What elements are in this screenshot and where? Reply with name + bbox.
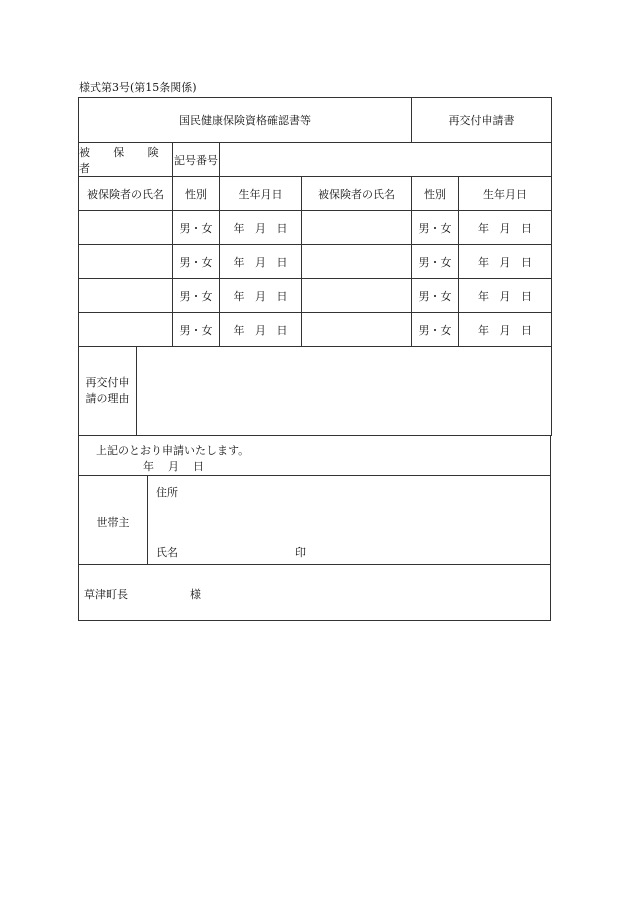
reason-table: [78, 347, 552, 436]
seal-mark: 印: [295, 546, 306, 559]
gender-field[interactable]: 男・女: [173, 211, 220, 245]
insured-label: 被 保 険 者: [79, 143, 173, 177]
table-row: [79, 211, 552, 245]
honorific: 様: [190, 588, 201, 601]
householder-label: 世帯主: [96, 516, 130, 529]
reason-field[interactable]: [137, 347, 552, 436]
gender-field-2[interactable]: 男・女: [412, 279, 459, 313]
gender-field[interactable]: 男・女: [173, 313, 220, 347]
reason-label-line2: 請の理由: [85, 392, 130, 405]
name-field-2[interactable]: [302, 279, 412, 313]
statement-text: 上記のとおり申請いたします。: [96, 444, 250, 457]
name-field[interactable]: [79, 245, 173, 279]
column-name-2: 被保険者の氏名: [302, 177, 412, 211]
name-field-2[interactable]: [302, 313, 412, 347]
name-field-2[interactable]: [302, 211, 412, 245]
form-table: [78, 97, 552, 347]
column-birthdate: 生年月日: [220, 177, 302, 211]
symbol-number-field[interactable]: [220, 143, 552, 177]
birthdate-field-2[interactable]: 年 月 日: [459, 245, 552, 279]
name-field[interactable]: [79, 211, 173, 245]
mayor-title: 草津町長: [84, 588, 128, 601]
form-number: 様式第3号(第15条関係): [79, 81, 197, 94]
name-field-2[interactable]: [302, 245, 412, 279]
birthdate-field[interactable]: 年 月 日: [220, 313, 302, 347]
column-birthdate-2: 生年月日: [459, 177, 552, 211]
birthdate-field-2[interactable]: 年 月 日: [459, 211, 552, 245]
gender-field-2[interactable]: 男・女: [412, 211, 459, 245]
householder-section: [78, 476, 551, 565]
application-form: [78, 97, 551, 621]
name-label: 氏名: [156, 546, 178, 559]
birthdate-field[interactable]: 年 月 日: [220, 245, 302, 279]
gender-field-2[interactable]: 男・女: [412, 245, 459, 279]
name-field[interactable]: [79, 279, 173, 313]
gender-field[interactable]: 男・女: [173, 279, 220, 313]
gender-field[interactable]: 男・女: [173, 245, 220, 279]
birthdate-field[interactable]: 年 月 日: [220, 279, 302, 313]
column-name: 被保険者の氏名: [79, 177, 173, 211]
householder-divider: [147, 476, 148, 564]
reason-label: [79, 347, 137, 436]
statement-section: [78, 436, 551, 476]
birthdate-field-2[interactable]: 年 月 日: [459, 313, 552, 347]
document-name: 国民健康保険資格確認書等: [79, 98, 412, 143]
request-type: 再交付申請書: [412, 98, 552, 143]
addressee-section: [78, 565, 551, 621]
address-label: 住所: [156, 486, 178, 499]
table-row: [79, 313, 552, 347]
gender-field-2[interactable]: 男・女: [412, 313, 459, 347]
table-row: [79, 279, 552, 313]
column-gender-2: 性別: [412, 177, 459, 211]
birthdate-field[interactable]: 年 月 日: [220, 211, 302, 245]
statement-date[interactable]: 年 月 日: [143, 460, 204, 473]
birthdate-field-2[interactable]: 年 月 日: [459, 279, 552, 313]
column-gender: 性別: [173, 177, 220, 211]
reason-label-line1: 再交付申: [85, 376, 130, 389]
table-row: [79, 245, 552, 279]
symbol-number-label: 記号番号: [173, 143, 220, 177]
name-field[interactable]: [79, 313, 173, 347]
